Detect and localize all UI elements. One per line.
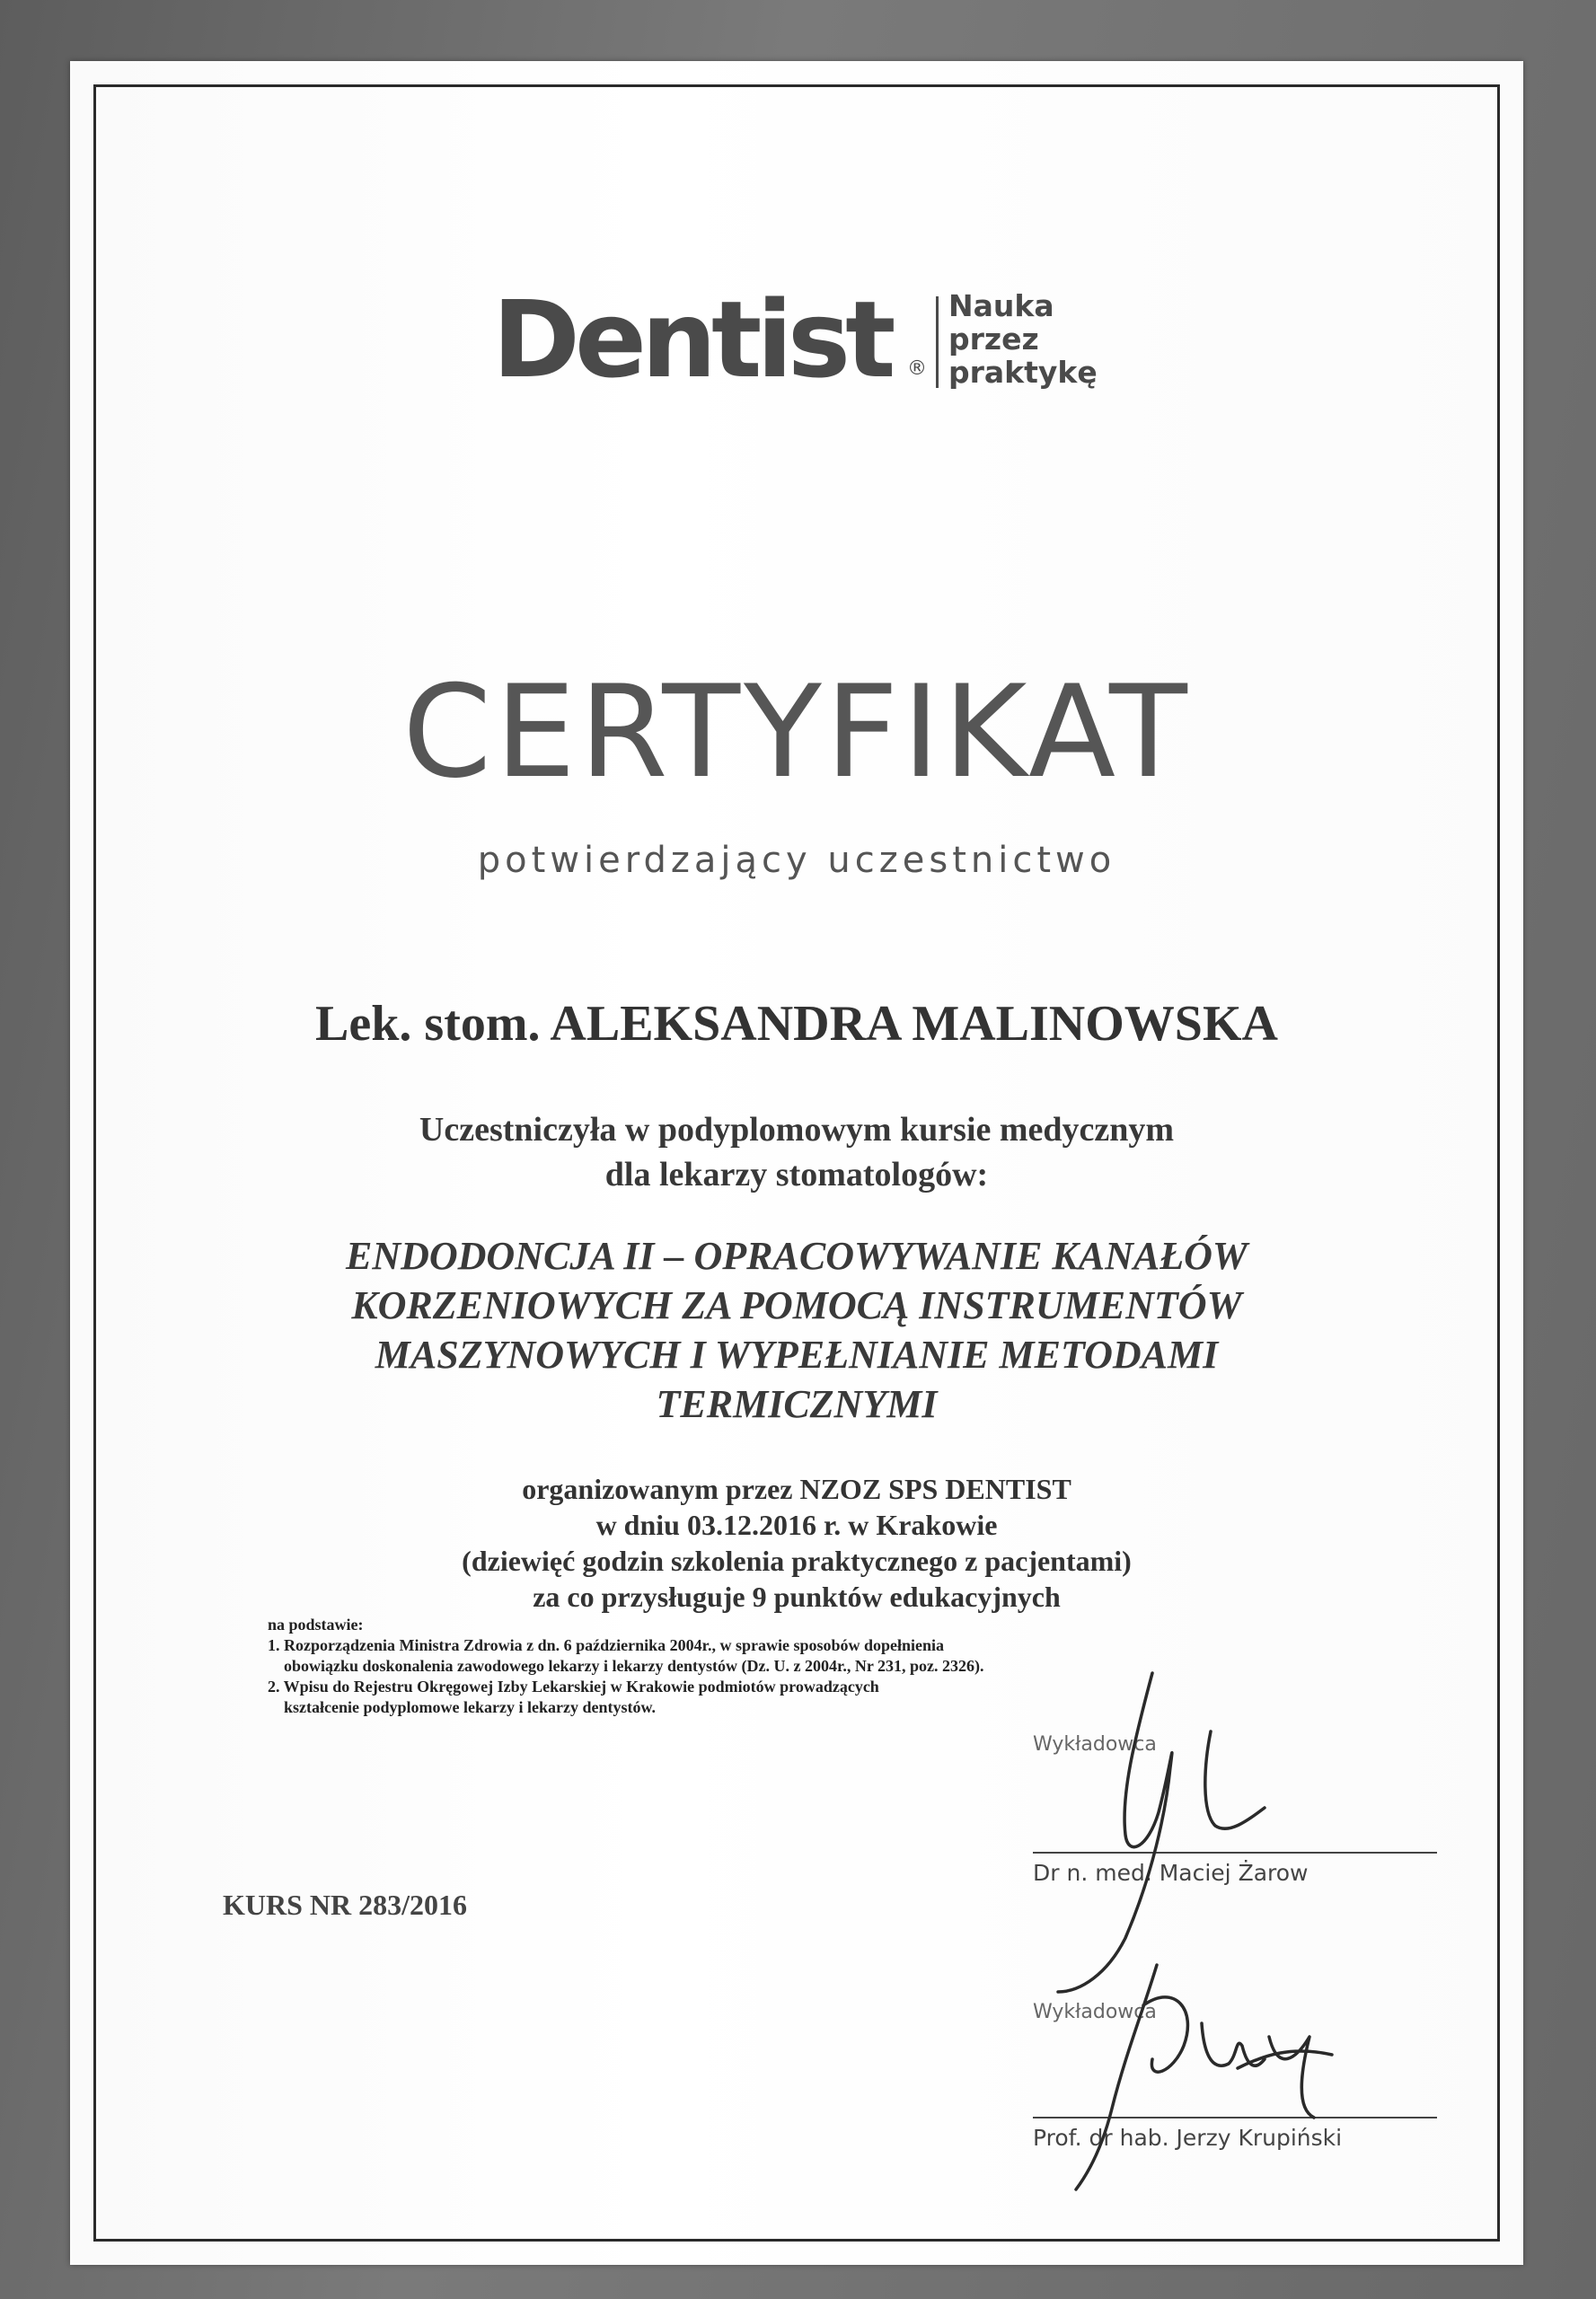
- recipient-name: Lek. stom. ALEKSANDRA MALINOWSKA: [315, 996, 1278, 1052]
- course-title-line: ENDODONCJA II – OPRACOWYWANIE KANAŁÓW: [345, 1234, 1248, 1278]
- participation-statement: [70, 1107, 1523, 1197]
- logo-tagline-line: Nauka: [948, 288, 1054, 323]
- logo-separator: [936, 296, 939, 388]
- legal-item: 1. Rozporządzenia Ministra Zdrowia z dn. 6 października 2004r., w sprawie sposobów dopełnienia: [268, 1636, 945, 1654]
- signature-line: [1033, 2117, 1437, 2118]
- organizer-line: organizowanym przez NZOZ SPS DENTIST: [522, 1473, 1071, 1505]
- lecturer-label: Wykładowca: [1033, 1733, 1157, 1756]
- education-points-line: za co przysługuje 9 punktów edukacyjnych: [533, 1581, 1061, 1613]
- logo-wordmark: Dentist: [492, 277, 891, 401]
- lecturer-name: Prof. dr hab. Jerzy Krupiński: [1033, 2125, 1343, 2151]
- course-title-line: KORZENIOWYCH ZA POMOCĄ INSTRUMENTÓW: [351, 1283, 1242, 1327]
- signature-line: [1033, 1852, 1437, 1854]
- organizer-details: [70, 1471, 1523, 1615]
- logo-tagline-line: praktykę: [948, 355, 1098, 390]
- participation-line: Uczestniczyła w podyplomowym kursie medycznym: [419, 1111, 1175, 1149]
- lecturer-name: Dr n. med. Maciej Żarow: [1033, 1860, 1309, 1886]
- logo-tagline: [948, 289, 1098, 389]
- course-title-line: MASZYNOWYCH I WYPEŁNIANIE METODAMI: [375, 1333, 1219, 1377]
- certificate-paper: [70, 61, 1523, 2265]
- course-date-line: w dniu 03.12.2016 r. w Krakowie: [595, 1509, 998, 1541]
- training-hours-line: (dziewięć godzin szkolenia praktycznego z pacjentami): [462, 1545, 1132, 1577]
- lecturer-label: Wykładowca: [1033, 2001, 1157, 2023]
- legal-item: 2. Wpisu do Rejestru Okręgowej Izby Lekarskiej w Krakowie podmiotów prowadzących: [268, 1678, 879, 1696]
- legal-item: obowiązku doskonalenia zawodowego lekarzy i lekarzy dentystów (Dz. U. z 2004r., Nr 231, poz. 2326).: [284, 1657, 984, 1675]
- certificate-subtitle: potwierdzający uczestnictwo: [477, 840, 1116, 881]
- participation-line: dla lekarzy stomatologów:: [604, 1156, 989, 1194]
- logo-tagline-line: przez: [948, 322, 1039, 357]
- certificate-title: CERTYFIKAT: [402, 658, 1191, 806]
- course-title: [70, 1231, 1523, 1429]
- logo-registered-mark: ®: [907, 357, 927, 380]
- legal-item: kształcenie podyplomowe lekarzy i lekarzy dentystów.: [284, 1698, 656, 1716]
- dentist-logo: [492, 277, 1175, 420]
- course-title-line: TERMICZNYMI: [656, 1382, 938, 1426]
- course-number: KURS NR 283/2016: [223, 1889, 468, 1921]
- legal-basis: [268, 1615, 1372, 1718]
- legal-heading: na podstawie:: [268, 1616, 364, 1634]
